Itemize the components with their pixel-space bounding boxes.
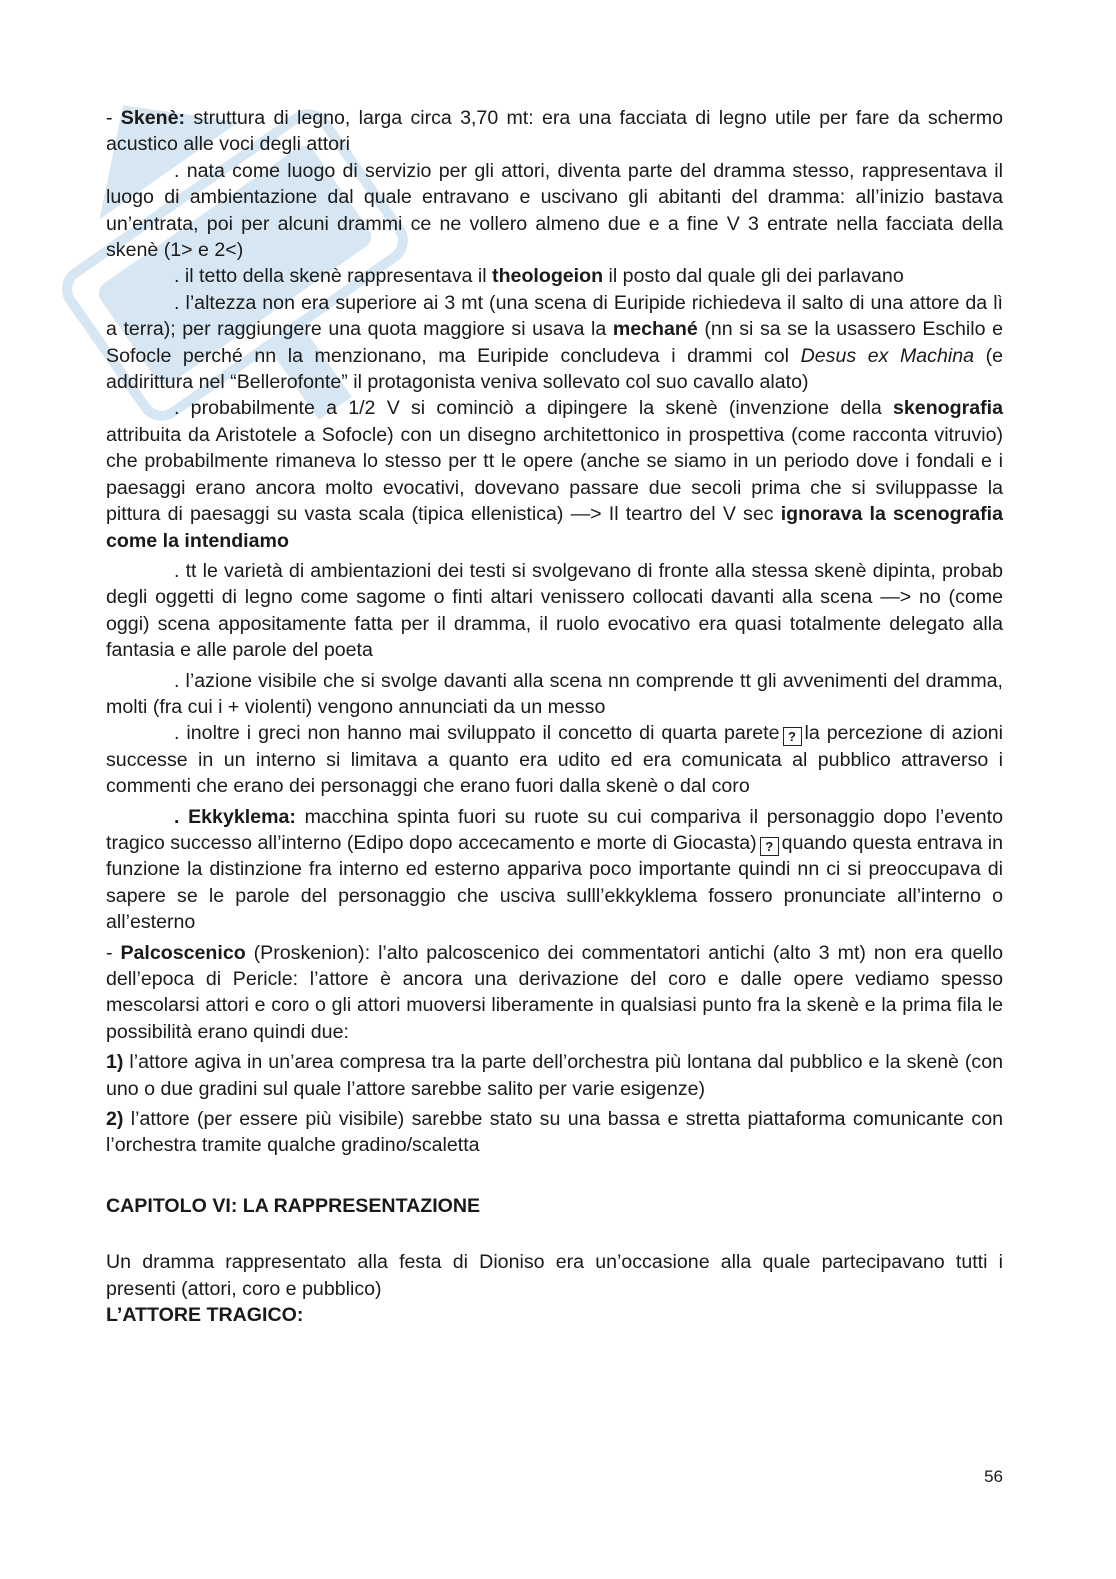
paragraph-theologeion: . il tetto della skenè rappresentava il theologeion il posto dal quale gli dei parlavano (174, 265, 904, 288)
chapter-heading: CAPITOLO VI: LA RAPPRESENTAZIONE (106, 1194, 481, 1217)
section-subheading: L’ATTORE TRAGICO: (106, 1304, 304, 1327)
missing-glyph-icon: ? (783, 727, 802, 746)
paragraph-skene: - Skenè: struttura di legno, larga circa 3,70 mt: era una facciata di legno utile per fare da schermo acustico alle voci degli attori (106, 107, 1004, 156)
paragraph-ekkyklema: . Ekkyklema: macchina spinta fuori su ruote su cui compariva il personaggio dopo l’evento tragico successo all’interno (Edipo dopo accecamento e morte di Giocasta) ? quando questa entrava in funzione la distinzione fra interno ed esterno appariva poco importante quindi nn ci si preoccupava di sapere se le parole del personaggio che usciva sulll’ekkyklema fossero pronunciate all’interno o all’esterno (106, 805, 1004, 934)
document-body (106, 105, 1003, 1328)
paragraph-ambientazioni: . tt le varietà di ambientazioni dei testi si svolgevano di fronte alla stessa skenè dipinta, probab degli oggetti di legno come sagome o finti altari venissero collocati davanti alla scena —> no (come oggi) scena appositamente fatta per il dramma, il ruolo evocativo era quasi totalmente delegato alla fantasia e alle parole del poeta (106, 559, 1003, 662)
paragraph-skenografia: . probabilmente a 1/2 V si cominciò a dipingere la skenè (invenzione della skenografia attribuita da Aristotele a Sofocle) con un disegno architettonico in prospettiva (come racconta vitruvio) che probabilmente rimaneva lo stesso per tt le opere (anche se siamo in un periodo dove i fondali e i paesaggi erano ancora molto evocativi, dovevano passare due secoli prima che si sviluppasse la pittura di paesaggi su vasta scala (tipica ellenistica) —> Il teartro del V sec ignorava la scenografia come la intendiamo (106, 397, 1003, 552)
page-number: 56 (984, 1467, 1003, 1486)
list-item-1: 1) l’attore agiva in un’area compresa tra la parte dell’orchestra più lontana dal pubblico e la skenè (con uno o due gradini sul quale l’attore sarebbe salito per varie esigenze) (106, 1051, 1003, 1100)
paragraph-quarta-parete: . inoltre i greci non hanno mai sviluppato il concetto di quarta parete ? la percezione di azioni successe in un interno si limitava a quanto era udito ed era comunicata al pubblico attraverso i commenti che erano dei personaggi che erano fuori dalla skenè o dal coro (106, 722, 1004, 798)
paragraph-luogo-servizio: . nata come luogo di servizio per gli attori, diventa parte del dramma stesso, rappresentava il luogo di ambientazione dal quale entravano e uscivano gli abitanti del dramma: all’inizio bastava un’entrata, poi per alcuni drammi ce ne vollero almeno due e a fine V 3 entrate nella facciata della skenè (1> e 2<) (106, 159, 1003, 262)
list-item-2: 2) l’attore (per essere più visibile) sarebbe stato su una bassa e stretta piattaforma comunicante con l’orchestra tramite qualche gradino/scaletta (106, 1108, 1003, 1157)
paragraph-azione-visibile: . l’azione visibile che si svolge davanti alla scena nn comprende tt gli avvenimenti del dramma, molti (fra cui i + violenti) vengono annunciati da un messo (106, 669, 1003, 718)
intro-paragraph: Un dramma rappresentato alla festa di Dioniso era un’occasione alla quale partecipavano tutti i presenti (attori, coro e pubblico) (106, 1251, 1003, 1300)
missing-glyph-icon: ? (760, 837, 779, 856)
paragraph-mechane: . l’altezza non era superiore ai 3 mt (una scena di Euripide richiedeva il salto di una attore da lì a terra); per raggiungere una quota maggiore si usava la mechané (nn si sa se la usassero Eschilo e Sofocle perché nn la menzionano, ma Euripide concludeva i drammi col Desus ex Machina (e addirittura nel “Bellerofonte” il protagonista veniva sollevato col suo cavallo alato) (106, 291, 1003, 394)
paragraph-palcoscenico: - Palcoscenico (Proskenion): l’alto palcoscenico dei commentatori antichi (alto 3 mt) non era quello dell’epoca di Pericle: l’attore è ancora una derivazione del coro e dalle opere vediamo spesso mescolarsi attori e coro o gli attori muoversi liberamente in qualsiasi punto fra la skenè e la prima fila le possibilità erano quindi due: (106, 941, 1003, 1043)
